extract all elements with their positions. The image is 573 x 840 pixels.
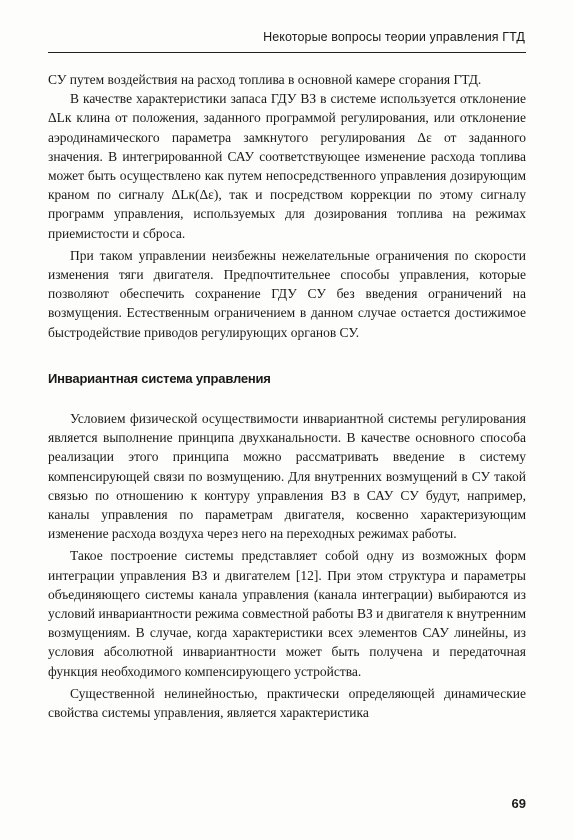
- running-header-title: Некоторые вопросы теории управления ГТД: [263, 30, 525, 44]
- body-paragraph: Такое построение системы представляет собой одну из возможных форм интеграции управления ВЗ и двигателем [12]. При этом структура и параметры объединяющего системы канала управления (канала интеграции) выбираются из условий инвариантности режима совместной работы ВЗ и двигателя к внутренним возмущениям. В случае, когда характеристики всех элементов САУ линейны, из условия абсолютной инвариантности может быть получена и передаточная функция необходимого компенсирующего устройства.: [48, 548, 526, 679]
- body-paragraph: Условием физической осуществимости инвариантной системы регулирования является выполнение принципа двухканальности. В качестве основного способа реализации этого принципа можно рассматривать введение в систему компенсирующей связи по возмущению. Для внутренних возмущений в СУ такой связью по отношению к контуру управления ВЗ в САУ СУ будут, например, каналы управления по параметрам двигателя, косвенно характеризующим изменение расхода воздуха через него на переходных режимах работы.: [48, 411, 526, 542]
- page-number: 69: [511, 796, 526, 811]
- page-body: [48, 70, 526, 722]
- section-heading: Инвариантная система управления: [48, 370, 271, 386]
- header-rule: [48, 52, 526, 53]
- body-paragraph: При таком управлении неизбежны нежелательные ограничения по скорости изменения тяги двигателя. Предпочтительнее способы управления, которые позволяют обеспечить сохранение ГДУ СУ без введения ограничений на возмущения. Естественным ограничением в данном случае остается достижимое быстродействие приводов регулирующих органов СУ.: [48, 247, 526, 340]
- body-paragraph: СУ путем воздействия на расход топлива в основной камере сгорания ГТД.: [48, 72, 482, 87]
- body-paragraph: В качестве характеристики запаса ГДУ ВЗ в системе используется отклонение ΔLк клина от положения, заданного программой регулирования, или отклонение аэродинамического параметра замкнутого регулирования Δε от заданного значения. В интегрированной САУ соответствующее изменение расхода топлива может быть осуществлено как путем непосредственного управления дозирующим краном по сигналу ΔLк(Δε), так и посредством коррекции по этому сигналу программ управления, используемых для дозирования топлива на режимах приемистости и сброса.: [48, 91, 526, 241]
- body-paragraph: Существенной нелинейностью, практически определяющей динамические свойства системы управления, является характеристика: [48, 685, 526, 721]
